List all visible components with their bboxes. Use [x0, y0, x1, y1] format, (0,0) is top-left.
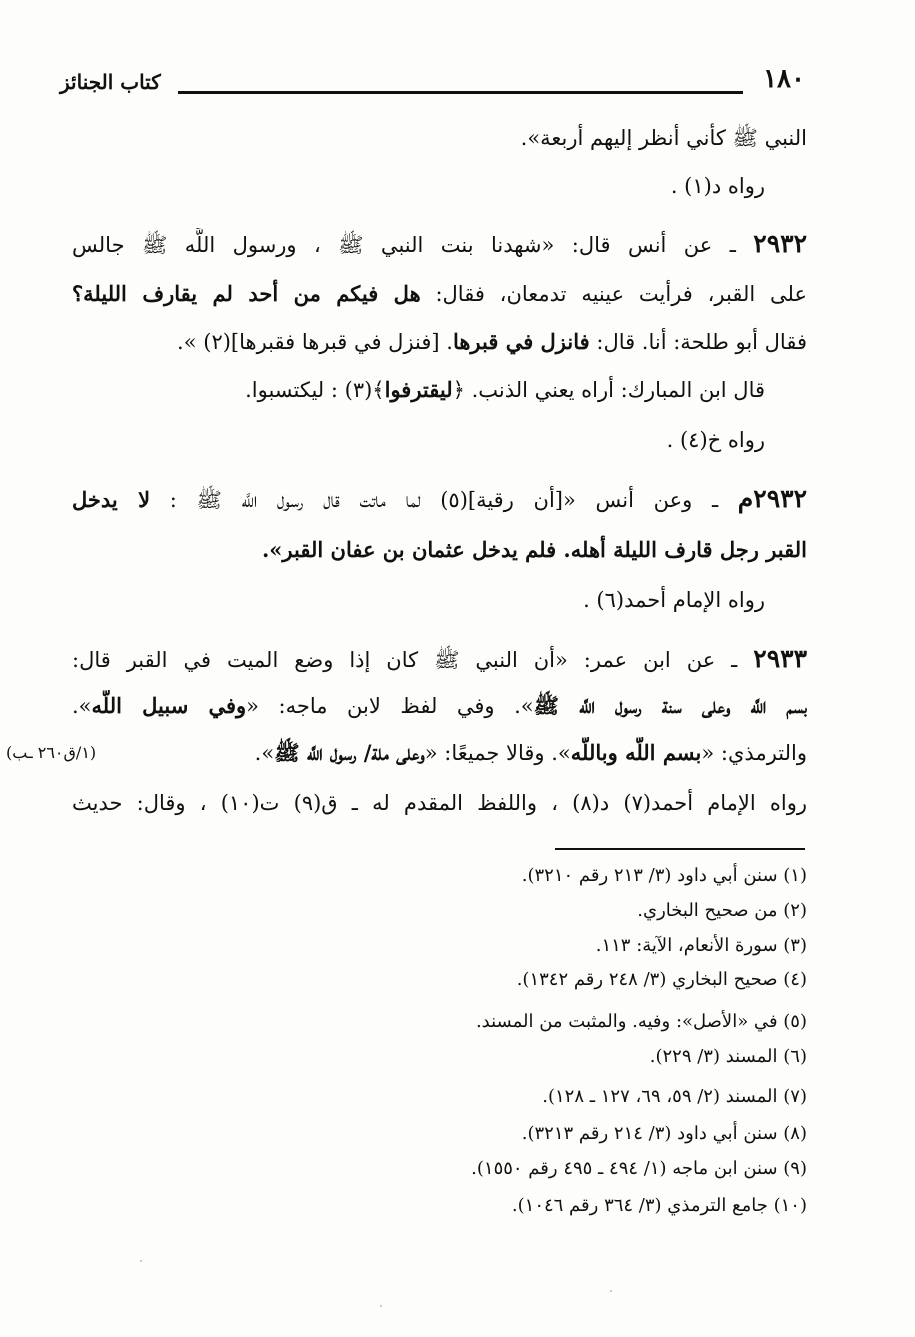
- bold-span: وعلى ملة/ رسول اللَّه ﷺ: [274, 740, 425, 765]
- text-span: ـ عن ابن عمر: «أن النبي ﷺ كان إذا وضع الميت في القبر قال:: [72, 648, 754, 672]
- narration-line: رواه خ(٤) .: [666, 428, 765, 452]
- narration-line: رواه د(١) .: [670, 174, 765, 198]
- text-span: على القبر، فرأيت عينيه تدمعان، فقال:: [420, 282, 807, 306]
- text-span: والترمذي: «: [701, 741, 807, 765]
- text-span: فقال أبو طلحة: أنا. قال:: [589, 330, 807, 354]
- hadith-number: ٢٩٣٢م: [737, 484, 807, 513]
- text-span: قال ابن المبارك: أراه يعني الذنب. ﴿: [452, 378, 765, 402]
- footnote: (٦) المسند (٣/ ٢٢٩).: [649, 1046, 807, 1067]
- header-rule: [178, 91, 743, 94]
- text-line: النبي ﷺ كأني أنظر إليهم أربعة».: [520, 126, 807, 150]
- hadith-number: ٢٩٣٣: [753, 644, 807, 673]
- footnote: (٢) من صحيح البخاري.: [637, 900, 807, 921]
- bold-span: بسم اللَّه وباللَّه: [570, 740, 702, 765]
- hadith-2932m-line-1: [72, 483, 807, 516]
- ibn-mubarak-line: [72, 374, 765, 406]
- text-span: ».: [254, 741, 275, 765]
- text-span: ﴾(٣) : ليكتسبوا.: [245, 378, 385, 402]
- hadith-2932m-line-2: القبر رجل قارف الليلة أهله. فلم يدخل عثمان بن عفان القبر».: [262, 537, 807, 562]
- footnote: (١) سنن أبي داود (٣/ ٢١٣ رقم ٣٢١٠).: [521, 865, 807, 886]
- hadith-2933-line-2: [72, 690, 807, 722]
- hadith-2933-line-4: رواه الإمام أحمد(٧) د(٨) ، واللفظ المقدم له ـ ق(٩) ت(١٠) ، وقال: حديث: [72, 791, 807, 815]
- footnote: (٥) في «الأصل»: وفيه. والمثبت من المسند.: [475, 1011, 807, 1032]
- text-span: ». وقالا جميعًا: «: [424, 741, 571, 765]
- chapter-title: كتاب الجنائز: [60, 70, 161, 94]
- hadith-2933-line-3: [72, 737, 807, 769]
- bold-span: وفي سبيل اللَّه: [91, 693, 247, 718]
- footnote: (٤) صحيح البخاري (٣/ ٢٤٨ رقم ١٣٤٢).: [516, 969, 807, 990]
- margin-folio-note: (١/ق٢٦٠ ـب): [6, 743, 97, 762]
- text-span: ».: [72, 694, 92, 718]
- bold-span: هل فيكم من أحد لم يقارف الليلة؟: [72, 281, 421, 306]
- footnote: (٣) سورة الأنعام، الآية: ١١٣.: [595, 935, 807, 956]
- hadith-2932-line-1: [72, 228, 807, 261]
- page-number: ١٨٠: [763, 64, 805, 94]
- footnote: (٧) المسند (٢/ ٥٩، ٦٩، ١٢٧ ـ ١٢٨).: [542, 1086, 807, 1107]
- paper-speck: [610, 1290, 612, 1292]
- hadith-2933-line-1: [72, 643, 807, 676]
- footnote: (٩) سنن ابن ماجه (١/ ٤٩٤ ـ ٤٩٥ رقم ١٥٥٠).: [471, 1158, 807, 1179]
- text-span: . [فنزل في قبرها فقبرها](٢) ».: [177, 330, 453, 354]
- text-span: ـ وعن أنس «[أن رقية](٥) لما ماتت قال رسول اللَّه ﷺ :: [150, 488, 738, 512]
- hadith-2932-line-2: [72, 278, 807, 310]
- bold-span: بسم اللَّه وعلى سنة رسول اللَّه ﷺ: [533, 693, 807, 718]
- paper-speck: [380, 1305, 382, 1307]
- text-span: ». وفي لفظ لابن ماجه: «: [246, 694, 534, 718]
- text-span: ـ عن أنس قال: «شهدنا بنت النبي ﷺ ، ورسول اللَّه ﷺ جالس: [72, 233, 754, 257]
- footnote: (١٠) جامع الترمذي (٣/ ٣٦٤ رقم ١٠٤٦).: [511, 1195, 807, 1216]
- hadith-2932-line-3: [72, 326, 807, 358]
- narration-line: رواه الإمام أحمد(٦) .: [583, 588, 765, 612]
- footnote: (٨) سنن أبي داود (٣/ ٢١٤ رقم ٣٢١٣).: [521, 1123, 807, 1144]
- bold-span: ليقترفوا: [384, 377, 453, 402]
- bold-span: فانزل في قبرها: [452, 329, 590, 354]
- hadith-number: ٢٩٣٢: [753, 229, 807, 258]
- running-header: [60, 64, 805, 100]
- footnote-separator: [555, 848, 805, 850]
- bold-span: لا يدخل: [72, 487, 151, 512]
- paper-speck: [140, 1260, 142, 1262]
